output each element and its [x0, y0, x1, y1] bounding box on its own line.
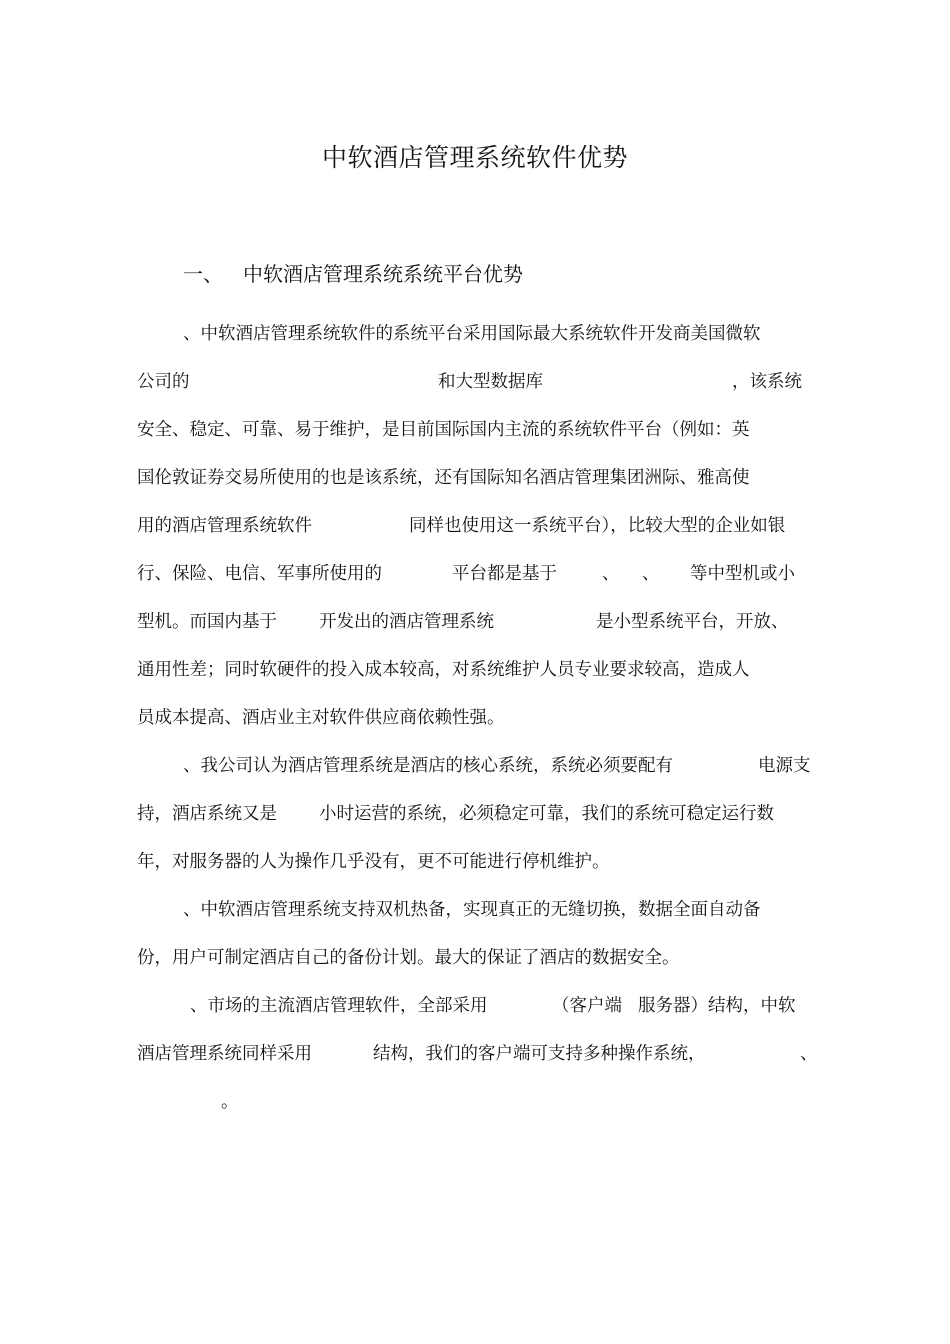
text-segment: 用的酒店管理系统软件 [137, 516, 312, 536]
text-segment: 、我公司认为酒店管理系统是酒店的核心系统，系统必须要配有 [183, 756, 673, 776]
paragraph-line: 。 [221, 1092, 239, 1112]
paragraph-line [137, 610, 817, 634]
paragraph-line [183, 754, 823, 778]
paragraph-line [190, 994, 820, 1018]
text-segment: 和大型数据库 [438, 372, 543, 392]
paragraph-line: 、中软酒店管理系统软件的系统平台采用国际最大系统软件开发商美国微软 [183, 324, 761, 344]
text-segment: 平台都是基于 [452, 564, 557, 584]
text-segment: 是小型系统平台，开放、 [596, 612, 789, 632]
paragraph-line [137, 802, 817, 826]
text-segment: 、市场的主流酒店管理软件，全部采用 [190, 996, 488, 1016]
text-segment: 持，酒店系统又是 [137, 804, 277, 824]
text-segment: 小时运营的系统，必须稳定可靠，我们的系统可稳定运行数 [319, 804, 774, 824]
text-segment: 等中型机或小 [690, 564, 795, 584]
paragraph-line [137, 562, 817, 586]
text-segment: 、 [602, 564, 620, 584]
text-segment: 型机。而国内基于 [137, 612, 277, 632]
paragraph-line: 员成本提高、酒店业主对软件供应商依赖性强。 [137, 708, 505, 728]
section-heading [183, 258, 523, 287]
text-segment: 酒店管理系统同样采用 [137, 1044, 312, 1064]
paragraph-line: 份，用户可制定酒店自己的备份计划。最大的保证了酒店的数据安全。 [137, 948, 680, 968]
text-segment: 、 [642, 564, 660, 584]
text-segment: 、 [800, 1044, 818, 1064]
text-segment: ，该系统 [732, 372, 802, 392]
text-segment: （客户端 [552, 996, 622, 1016]
section-number: 一、 [183, 262, 223, 286]
text-segment: 同样也使用这一系统平台），比较大型的企业如银 [409, 516, 786, 536]
paragraph-line: 安全、稳定、可靠、易于维护，是目前国际国内主流的系统软件平台（例如：英 [137, 420, 750, 440]
text-segment: 行、保险、电信、军事所使用的 [137, 564, 382, 584]
paragraph-line: 年，对服务器的人为操作几乎没有，更不可能进行停机维护。 [137, 852, 610, 872]
paragraph-line [137, 370, 817, 394]
paragraph-line: 、中软酒店管理系统支持双机热备，实现真正的无缝切换，数据全面自动备 [183, 900, 761, 920]
text-segment: 开发出的酒店管理系统 [319, 612, 494, 632]
text-segment: 公司的 [137, 372, 190, 392]
document-title: 中软酒店管理系统软件优势 [321, 143, 628, 172]
section-heading-text: 中软酒店管理系统系统平台优势 [243, 262, 523, 286]
text-segment: 服务器）结构，中软 [638, 996, 796, 1016]
paragraph-line: 通用性差；同时软硬件的投入成本较高，对系统维护人员专业要求较高，造成人 [137, 660, 750, 680]
text-segment: 结构，我们的客户端可支持多种操作系统， [373, 1044, 706, 1064]
paragraph-line [137, 514, 817, 538]
text-segment: 电源支 [758, 756, 811, 776]
paragraph-line: 国伦敦证券交易所使用的也是该系统，还有国际知名酒店管理集团洲际、雅高使 [137, 468, 750, 488]
paragraph-line [137, 1042, 817, 1066]
